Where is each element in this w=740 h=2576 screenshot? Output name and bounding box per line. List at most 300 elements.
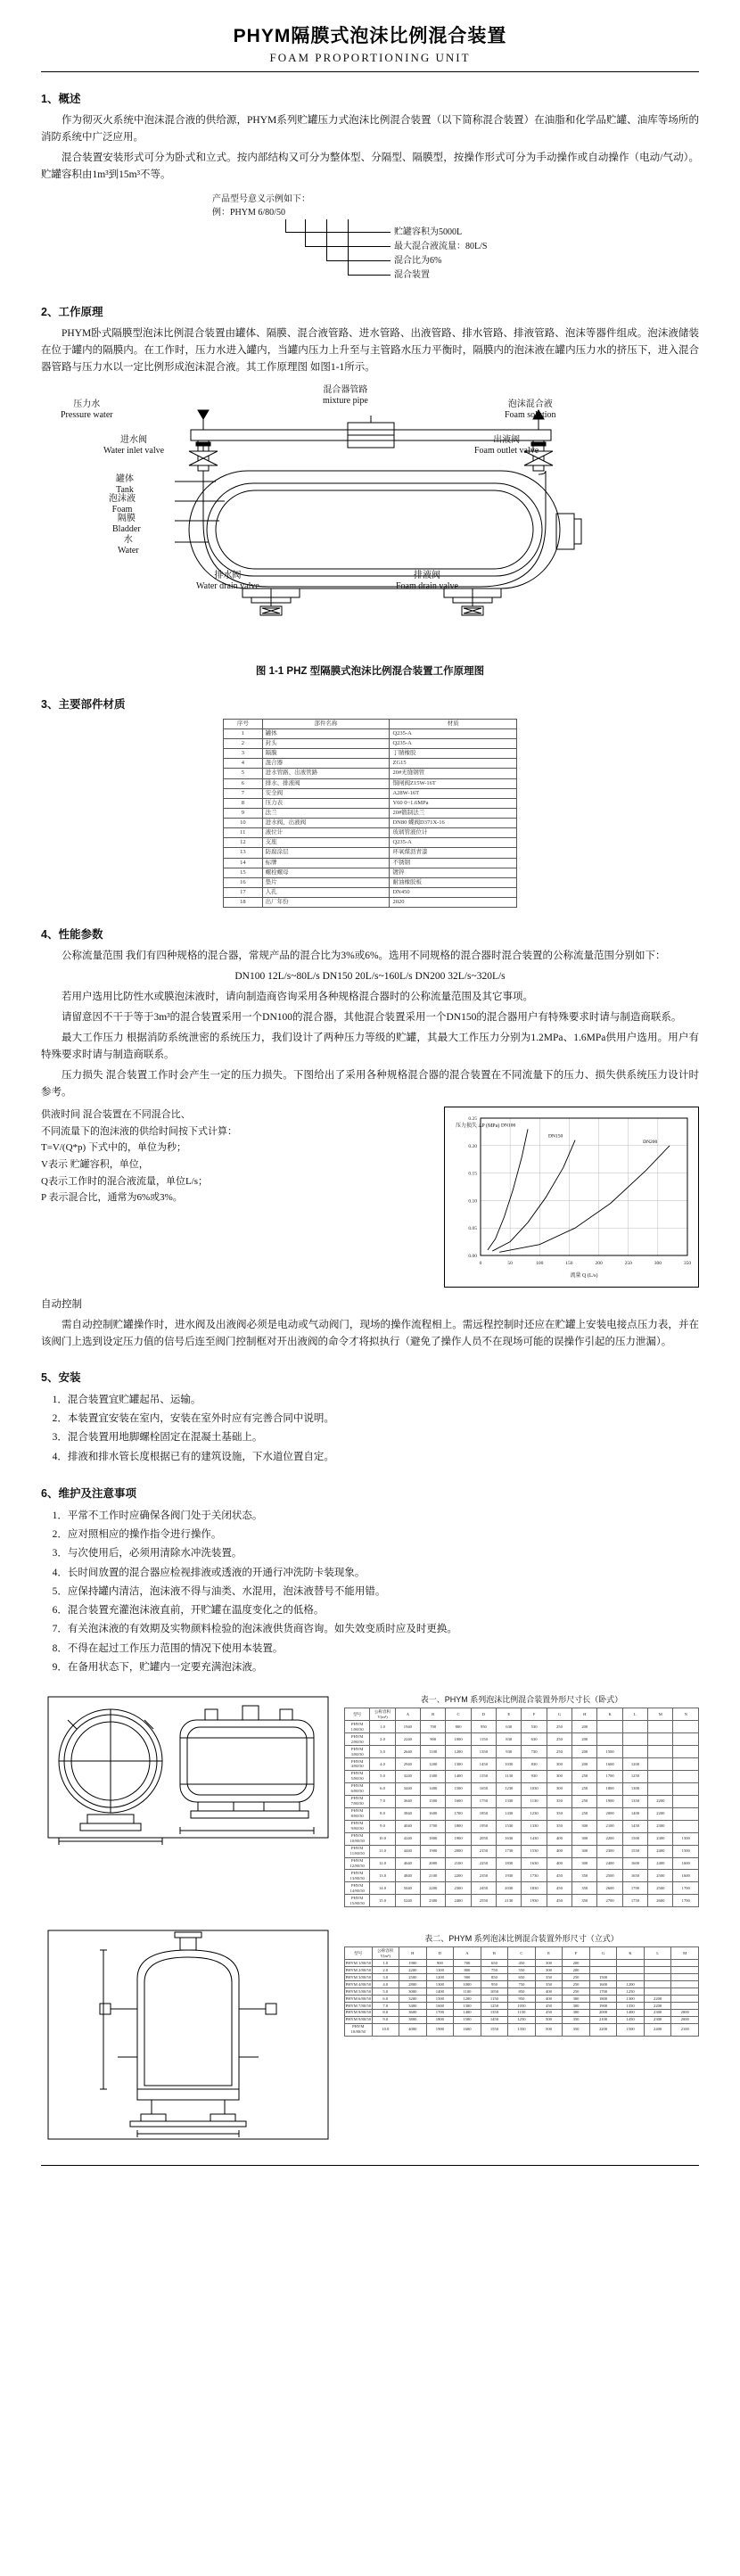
spec-table-cell bbox=[673, 1721, 699, 1733]
material-table-cell: 7 bbox=[224, 788, 263, 798]
spec-table-cell: 800 bbox=[454, 1967, 481, 1974]
material-table-cell: 压力表 bbox=[262, 798, 390, 808]
spec-table-cell: PHYM 7/80/50 bbox=[345, 2003, 371, 2008]
diagram-label-pressure-water: 压力水 Pressure water bbox=[61, 399, 113, 421]
diagram-svg bbox=[41, 389, 699, 628]
spec-table-cell: PHYM 4/80/50 bbox=[345, 1981, 371, 1987]
spec-table-header-cell: B bbox=[421, 1708, 446, 1721]
list-item: 8．不得在起过工作压力范围的情况下使用本装置。 bbox=[52, 1642, 284, 1654]
table-row bbox=[345, 1996, 699, 2003]
spec-table-cell: PHYM 4/80/50 bbox=[345, 1758, 370, 1771]
pressure-loss-chart-svg bbox=[445, 1107, 698, 1282]
material-table-cell: 支座 bbox=[262, 838, 390, 848]
spec-table-cell: 1000 bbox=[446, 1733, 471, 1746]
spec-table-cell: 15.0 bbox=[370, 1895, 395, 1907]
svg-text:压力损失 ΔP (MPa): 压力损失 ΔP (MPa) bbox=[456, 1123, 500, 1129]
spec-table-cell: 1350 bbox=[622, 1795, 647, 1807]
material-table-cell: 垫片 bbox=[262, 877, 390, 887]
spec-table-cell: 1750 bbox=[471, 1795, 496, 1807]
supply-time-line-2: V表示 贮罐容积，单位， bbox=[41, 1158, 149, 1170]
material-table-cell: 人孔 bbox=[262, 887, 390, 897]
spec-table-cell: PHYM 3/80/50 bbox=[345, 1746, 370, 1758]
spec-table-cell: 730 bbox=[522, 1746, 547, 1758]
vertical-drawing-svg bbox=[41, 1923, 335, 2146]
principle-paragraph: PHYM卧式隔膜型泡沫比例混合装置由罐体、隔膜、混合液管路、进水管路、出液管路、排水管路、排液管路、泡沫等器件组成。泡沫液储装在位于罐内的隔膜内。在工作时，压力水进入罐内，当罐内压力上升至与主管路水压力平衡时，隔膜内的泡沫液在罐内压力水的挤压下，进入混合器管路与压力水以一定比例形成泡沫混合液。其工作原理图 如图1-1所示。 bbox=[41, 327, 699, 373]
spec-table-cell: 1600 bbox=[597, 1758, 622, 1771]
overview-paragraph-2: 混合装置安装形式可分为卧式和立式。按内部结构又可分为整体型、分隔型、隔膜型，按操作形式可分为手动操作或自动操作（电动/气动）。贮罐容积由1m³到15m³不等。 bbox=[41, 152, 699, 180]
spec-table-header-cell: H bbox=[399, 1947, 427, 1960]
spec-table-cell: 4.0 bbox=[370, 1758, 395, 1771]
material-table-cell: 4 bbox=[224, 759, 263, 769]
supply-time-text bbox=[41, 1107, 433, 1288]
spec-table-cell: 2250 bbox=[471, 1857, 496, 1870]
spec-table-cell bbox=[622, 1733, 647, 1746]
vertical-unit-drawing bbox=[41, 1923, 335, 2151]
spec-table-cell: 550 bbox=[508, 1967, 536, 1974]
svg-text:流量 Q (L/s): 流量 Q (L/s) bbox=[570, 1272, 598, 1279]
spec-table-cell: 1450 bbox=[481, 2016, 508, 2023]
section-heading-installation: 5、安装 bbox=[41, 1370, 81, 1384]
spec-table-cell: 1330 bbox=[497, 1795, 522, 1807]
spec-table-cell: 900 bbox=[421, 1733, 446, 1746]
spec-table-cell: 1330 bbox=[522, 1820, 547, 1832]
spec-table-cell: 1300 bbox=[421, 1770, 446, 1782]
spec-table-cell: 1050 bbox=[508, 2003, 536, 2010]
supply-time-line-0: 不同流量下的泡沫液的供给时间按下式计算： bbox=[41, 1125, 237, 1137]
table-row bbox=[345, 2023, 699, 2036]
spec-table-cell bbox=[671, 1988, 699, 1996]
spec-table-cell: 2000 bbox=[446, 1845, 471, 1857]
spec-table-cell bbox=[673, 1782, 699, 1795]
supply-time-line-4: P 表示混合比，通常为6%或3%。 bbox=[41, 1192, 183, 1204]
spec-table-cell: PHYM 9/80/50 bbox=[345, 1820, 370, 1832]
spec-table-cell: 1800 bbox=[421, 1832, 446, 1845]
spec-table-header-cell: C bbox=[508, 1947, 536, 1960]
material-table-cell: 8 bbox=[224, 798, 263, 808]
spec-table-cell: 1600 bbox=[589, 1981, 617, 1988]
spec-table-cell: 500 bbox=[535, 2023, 563, 2036]
spec-table-cell: 2400 bbox=[644, 2023, 671, 2036]
spec-table-cell: 1800 bbox=[597, 1782, 622, 1795]
spec-table-cell: 250 bbox=[563, 1981, 590, 1988]
spec-table-header-cell: K bbox=[617, 1947, 645, 1960]
spec-table-cell: 650 bbox=[481, 1960, 508, 1967]
svg-text:50: 50 bbox=[507, 1260, 513, 1266]
spec-table-cell: 200 bbox=[572, 1721, 597, 1733]
spec-table-cell: 2500 bbox=[399, 1974, 427, 1981]
spec-table-cell: 4040 bbox=[395, 1820, 420, 1832]
spec-table-cell bbox=[648, 1770, 673, 1782]
spec-table-cell: 1500 bbox=[454, 2016, 481, 2023]
material-table-cell: Q235-A bbox=[390, 838, 517, 848]
material-table-cell: 14 bbox=[224, 858, 263, 868]
spec-table-cell: 1650 bbox=[471, 1782, 496, 1795]
footer-divider bbox=[41, 2165, 699, 2166]
spec-table-cell: PHYM 10/80/50 bbox=[345, 1832, 370, 1845]
spec-table-cell: 1630 bbox=[497, 1832, 522, 1845]
spec-table-cell: 400 bbox=[547, 1845, 571, 1857]
spec-table-cell: 350 bbox=[572, 1882, 597, 1895]
spec-table-cell bbox=[589, 1960, 617, 1967]
title-divider bbox=[41, 71, 699, 72]
diagram-label-water-drain-valve: 排水阀 Water drain valve bbox=[196, 570, 259, 592]
vertical-unit-block bbox=[41, 1923, 699, 2151]
spec-table-cell bbox=[671, 1996, 699, 2003]
spec-table-cell: 10.0 bbox=[372, 2023, 399, 2036]
spec-table-cell: 1400 bbox=[617, 2009, 645, 2016]
spec-table-cell: 1800 bbox=[426, 2016, 454, 2023]
pressure-loss-row bbox=[41, 1107, 699, 1288]
spec-table-cell: 1450 bbox=[617, 2016, 645, 2023]
section-heading-materials: 3、主要部件材质 bbox=[41, 697, 126, 711]
spec-table-cell: 2550 bbox=[471, 1895, 496, 1907]
diagram-label-foam-outlet-valve: 出液阀 Foam outlet valve bbox=[474, 434, 539, 457]
material-table-wrapper bbox=[41, 719, 699, 908]
spec-table-cell: 4000 bbox=[399, 2023, 427, 2036]
spec-table-cell: 2400 bbox=[648, 1857, 673, 1870]
spec-table-cell: 1130 bbox=[522, 1795, 547, 1807]
spec-table-cell: 1300 bbox=[454, 2003, 481, 2010]
spec-table-cell: 1830 bbox=[497, 1857, 522, 1870]
spec-table-cell: 850 bbox=[508, 1988, 536, 1996]
spec-table-cell bbox=[644, 1974, 671, 1981]
spec-table-cell: 3400 bbox=[399, 2003, 427, 2010]
spec-table-cell: 1250 bbox=[622, 1770, 647, 1782]
spec-table-cell: 530 bbox=[522, 1721, 547, 1733]
spec-table-header-cell: C bbox=[446, 1708, 471, 1721]
table-row bbox=[345, 1988, 699, 1996]
spec-table-header-cell: B bbox=[481, 1947, 508, 1960]
list-item: 1．平常不工作时应确保各阀门处于关闭状态。 bbox=[52, 1510, 263, 1521]
spec-table-cell: 1250 bbox=[481, 2003, 508, 2010]
spec-table-cell: 8.0 bbox=[372, 2009, 399, 2016]
spec-table-cell: 9.0 bbox=[370, 1820, 395, 1832]
spec-table-cell: 2240 bbox=[395, 1733, 420, 1746]
spec-table-cell: 1400 bbox=[446, 1770, 471, 1782]
spec-table-cell bbox=[622, 1721, 647, 1733]
spec-table-cell: 450 bbox=[547, 1882, 571, 1895]
spec-table-cell: 2000 bbox=[589, 2009, 617, 2016]
table-row bbox=[224, 808, 517, 818]
spec-table-cell: 400 bbox=[547, 1832, 571, 1845]
material-table-cell: 出厂年份 bbox=[262, 898, 390, 908]
spec-table-cell: 1750 bbox=[622, 1895, 647, 1907]
spec-table-cell: 1200 bbox=[454, 1996, 481, 2003]
spec-table-cell: 1900 bbox=[426, 2023, 454, 2036]
spec-table-cell: PHYM 13/80/50 bbox=[345, 1870, 370, 1882]
spec-table-cell: 10.0 bbox=[370, 1832, 395, 1845]
list-item: 9．在备用状态下，贮罐内一定要充满泡沫液。 bbox=[52, 1662, 263, 1673]
material-table-cell: 13 bbox=[224, 848, 263, 858]
spec-table-cell: 200 bbox=[572, 1733, 597, 1746]
spec-table-cell: 400 bbox=[535, 1996, 563, 2003]
svg-text:250: 250 bbox=[624, 1260, 632, 1266]
spec-table-cell: 1100 bbox=[421, 1746, 446, 1758]
material-table-cell: DN450 bbox=[390, 887, 517, 897]
table-row bbox=[224, 728, 517, 738]
spec-table-cell: 1550 bbox=[481, 2023, 508, 2036]
spec-table-cell: 1.0 bbox=[372, 1960, 399, 1967]
diagram-label-bladder: 隔膜 Bladder bbox=[112, 513, 141, 535]
spec-table-cell: 1200 bbox=[622, 1758, 647, 1771]
working-principle-diagram bbox=[41, 384, 699, 656]
material-table-header-row bbox=[224, 719, 517, 728]
spec-table-cell: 1900 bbox=[597, 1795, 622, 1807]
table-row bbox=[345, 1870, 699, 1882]
material-table-cell: Q235-A bbox=[390, 728, 517, 738]
material-table-cell: 罐体 bbox=[262, 728, 390, 738]
spec-table-cell: 1350 bbox=[508, 2023, 536, 2036]
spec-table-cell: 1630 bbox=[522, 1857, 547, 1870]
svg-text:200: 200 bbox=[595, 1260, 603, 1266]
list-item: 4．长时间放置的混合器应检视排液或透液的开通行冲洗防卡装现象。 bbox=[52, 1567, 366, 1578]
spec-table-cell: 1700 bbox=[589, 1988, 617, 1996]
material-table-cell: 镀锌 bbox=[390, 868, 517, 877]
spec-table-cell: 450 bbox=[547, 1895, 571, 1907]
spec-table-cell: 1350 bbox=[617, 2003, 645, 2010]
spec-table-cell: 450 bbox=[547, 1870, 571, 1882]
spec-table-cell: 3.0 bbox=[372, 1974, 399, 1981]
spec-table-cell: PHYM 8/80/50 bbox=[345, 1807, 370, 1820]
spec-table-header-cell: D bbox=[471, 1708, 496, 1721]
spec-table-cell: 300 bbox=[563, 2003, 590, 2010]
spec-table-cell: 4840 bbox=[395, 1870, 420, 1882]
spec-table-cell: 1500 bbox=[589, 1974, 617, 1981]
material-table-cell: 2020 bbox=[390, 898, 517, 908]
spec-table-cell: 1800 bbox=[589, 1996, 617, 2003]
spec-table-cell: 400 bbox=[547, 1857, 571, 1870]
spec-table-cell: PHYM 9/80/50 bbox=[345, 2017, 371, 2022]
spec-table-cell: 1800 bbox=[446, 1820, 471, 1832]
spec-table-cell: 1300 bbox=[426, 1981, 454, 1988]
spec-table-cell: 200 bbox=[572, 1758, 597, 1771]
spec-table-cell: 1400 bbox=[426, 1988, 454, 1996]
supply-time-title: 供液时间 混合装置在不同混合比、 bbox=[41, 1108, 191, 1120]
table-row bbox=[345, 1981, 699, 1988]
spec-table-cell bbox=[648, 1721, 673, 1733]
spec-table-cell: 3.0 bbox=[370, 1746, 395, 1758]
spec-table-cell: 1700 bbox=[673, 1895, 699, 1907]
table-row bbox=[345, 2016, 699, 2023]
material-table-cell: 2 bbox=[224, 739, 263, 749]
table-row bbox=[224, 788, 517, 798]
table-row bbox=[345, 1770, 699, 1782]
spec-table-cell bbox=[589, 1967, 617, 1974]
spec-table-cell: 2300 bbox=[648, 1832, 673, 1845]
spec-table-cell: 2100 bbox=[421, 1870, 446, 1882]
spec-table-cell: PHYM 1/80/50 bbox=[345, 1960, 371, 1965]
spec-table-cell: 1400 bbox=[622, 1807, 647, 1820]
list-item: 7．有关泡沫液的有效期及实物颜料检验的泡沫液供货商咨询。如失效变质时应及时更换。 bbox=[52, 1624, 457, 1635]
spec-table-cell bbox=[622, 1746, 647, 1758]
spec-table-cell: 1500 bbox=[622, 1832, 647, 1845]
spec-table-cell: 2300 bbox=[446, 1882, 471, 1895]
spec-table-cell: 1530 bbox=[522, 1845, 547, 1857]
spec-table-header-cell: G bbox=[589, 1947, 617, 1960]
spec-table-cell: 3440 bbox=[395, 1782, 420, 1795]
spec-table-cell bbox=[673, 1807, 699, 1820]
list-item: 3．与次使用后，必须用清除水冲洗装置。 bbox=[52, 1548, 243, 1560]
list-item: 3．混合装置用地脚螺栓固定在混凝土基础上。 bbox=[52, 1432, 263, 1444]
spec-table-cell: 1900 bbox=[399, 1960, 427, 1967]
spec-table-cell: 1700 bbox=[421, 1820, 446, 1832]
spec-table-cell: 2100 bbox=[446, 1857, 471, 1870]
list-item: 5．应保持罐内清洁，泡沫液不得与油类、水混用，泡沫液替号不能用错。 bbox=[52, 1585, 386, 1597]
spec-table-cell: 6.0 bbox=[372, 1996, 399, 2003]
svg-text:DN100: DN100 bbox=[501, 1123, 516, 1129]
figure-caption: 图 1-1 PHZ 型隔膜式泡沫比例混合装置工作原理图 bbox=[255, 665, 485, 677]
spec-table-cell: 1030 bbox=[497, 1758, 522, 1771]
spec-table-cell: 1350 bbox=[481, 2009, 508, 2016]
material-table-header-cell: 部件名称 bbox=[262, 719, 390, 728]
material-table-cell: 耐油橡胶板 bbox=[390, 877, 517, 887]
list-item: 2．应对照相应的操作指令进行操作。 bbox=[52, 1529, 222, 1541]
spec-table-cell: 2000 bbox=[597, 1807, 622, 1820]
supply-time-line-3: Q表示工作时的混合液流量，单位L/s； bbox=[41, 1175, 208, 1187]
spec-table-cell: 300 bbox=[547, 1758, 571, 1771]
spec-table-cell: 2200 bbox=[644, 2003, 671, 2010]
spec-table-cell: 1950 bbox=[471, 1820, 496, 1832]
model-code-label-1: 最大混合液流量：80L/S bbox=[394, 241, 488, 251]
spec-table-cell: 630 bbox=[497, 1721, 522, 1733]
spec-table-cell: 2800 bbox=[399, 1981, 427, 1988]
diagram-label-water: 水 Water bbox=[118, 534, 139, 556]
section-heading-principle: 2、工作原理 bbox=[41, 305, 103, 318]
spec-table-cell: 250 bbox=[547, 1721, 571, 1733]
spec-table-cell: 1400 bbox=[454, 2009, 481, 2016]
spec-table-cell: 900 bbox=[454, 1974, 481, 1981]
spec-table-cell: 250 bbox=[563, 1974, 590, 1981]
spec-table-cell: 1600 bbox=[446, 1795, 471, 1807]
material-table-cell: 9 bbox=[224, 808, 263, 818]
spec-table-cell: 11.0 bbox=[370, 1845, 395, 1857]
spec-table-cell: 1430 bbox=[497, 1807, 522, 1820]
spec-table-cell: 300 bbox=[535, 1967, 563, 1974]
diagram-label-mixture-pipe: 混合器管路 mixture pipe bbox=[323, 384, 368, 407]
spec-table-cell: 9.0 bbox=[372, 2016, 399, 2023]
spec-table-cell: 4640 bbox=[395, 1857, 420, 1870]
spec-table-cell: 950 bbox=[508, 1996, 536, 2003]
spec-table-cell: 2200 bbox=[446, 1870, 471, 1882]
spec-table-cell: 1150 bbox=[508, 2009, 536, 2016]
spec-table-header-cell: A bbox=[395, 1708, 420, 1721]
spec-table-cell: 1350 bbox=[471, 1746, 496, 1758]
spec-table-cell: 1930 bbox=[522, 1895, 547, 1907]
spec-table-cell: 3000 bbox=[399, 1988, 427, 1996]
spec-table-cell: 500 bbox=[535, 2016, 563, 2023]
spec-table-cell: 1130 bbox=[497, 1770, 522, 1782]
material-table bbox=[223, 719, 517, 908]
list-item: 6．混合装置充灌泡沫液直前，开贮罐在温度变化之的低格。 bbox=[52, 1605, 325, 1617]
spec-table-header-cell: M bbox=[671, 1947, 699, 1960]
spec-table-header-cell: M bbox=[648, 1708, 673, 1721]
spec-table-cell: 400 bbox=[535, 1988, 563, 1996]
table-row bbox=[345, 1733, 699, 1746]
table-row bbox=[224, 819, 517, 828]
svg-text:300: 300 bbox=[654, 1260, 662, 1266]
performance-flow-ranges: DN100 12L/s~80L/s DN150 20L/s~160L/s DN200 32L/s~320L/s bbox=[234, 971, 506, 983]
table-row bbox=[345, 1746, 699, 1758]
performance-paragraph-3: 若用户选用比防性水或膜泡沫液时，请向制造商咨询采用各种规格混合器时的公称流量范围及其它事项。 bbox=[62, 992, 533, 1003]
spec-table-cell: 1100 bbox=[454, 1988, 481, 1996]
spec-table-cell: 250 bbox=[572, 1795, 597, 1807]
spec-table-cell: 1500 bbox=[446, 1782, 471, 1795]
spec-table-cell: 1600 bbox=[426, 2003, 454, 2010]
list-item: 2．本装置宜安装在室内，安装在室外时应有完善合同中说明。 bbox=[52, 1413, 334, 1425]
horizontal-unit-drawing bbox=[41, 1684, 335, 1858]
model-code-heading: 产品型号意义示例如下： bbox=[212, 193, 310, 204]
svg-text:DN200: DN200 bbox=[643, 1139, 658, 1145]
spec-table-cell bbox=[617, 1960, 645, 1967]
spec-table-cell: 3840 bbox=[395, 1807, 420, 1820]
spec-table-cell: 300 bbox=[563, 2009, 590, 2016]
spec-table-cell: 830 bbox=[497, 1733, 522, 1746]
spec-table-cell: 1730 bbox=[522, 1870, 547, 1882]
list-item: 1．混合装置宜贮罐起吊、运输。 bbox=[52, 1394, 201, 1405]
spec-table-cell: 3640 bbox=[395, 1795, 420, 1807]
performance-paragraph-4: 请留意因不干于等于3m³的混合装置采用一个DN100的混合器，其他混合装置采用一个DN150的混合器用户有特殊要求时请与制造商联系。 bbox=[62, 1012, 682, 1024]
spec-table-cell: 2130 bbox=[497, 1895, 522, 1907]
spec-table-cell bbox=[648, 1746, 673, 1758]
spec-table-cell: 2400 bbox=[597, 1857, 622, 1870]
spec-table-cell: 1150 bbox=[481, 1996, 508, 2003]
spec-table-cell: 2100 bbox=[597, 1820, 622, 1832]
table-row bbox=[345, 2003, 699, 2010]
spec-table-cell: 13.0 bbox=[370, 1870, 395, 1882]
spec-table-cell: 4240 bbox=[395, 1832, 420, 1845]
spec-table-header-cell: L bbox=[622, 1708, 647, 1721]
spec-table-cell: 300 bbox=[572, 1845, 597, 1857]
spec-table-1 bbox=[344, 1946, 699, 2037]
spec-table-cell: 700 bbox=[421, 1721, 446, 1733]
spec-table-cell: 2600 bbox=[597, 1882, 622, 1895]
spec-table-cell: 2050 bbox=[471, 1832, 496, 1845]
model-code-example: 例：PHYM 6/80/50 bbox=[212, 207, 285, 218]
material-table-cell: 隔膜 bbox=[262, 749, 390, 759]
spec-table-cell: 5240 bbox=[395, 1895, 420, 1907]
spec-table-cell: 1430 bbox=[522, 1832, 547, 1845]
diagram-label-foam-solution: 泡沫混合液 Foam solution bbox=[505, 399, 556, 421]
spec-table-cell bbox=[671, 1967, 699, 1974]
material-table-cell: 1 bbox=[224, 728, 263, 738]
spec-table-cell: 350 bbox=[547, 1795, 571, 1807]
material-table-cell: Q235-A bbox=[390, 739, 517, 749]
spec-table-cell: 1500 bbox=[597, 1746, 622, 1758]
spec-table-cell bbox=[671, 1960, 699, 1967]
spec-table-cell: 2200 bbox=[399, 1967, 427, 1974]
diagram-label-water-inlet-valve: 进水阀 Water inlet valve bbox=[103, 434, 165, 457]
spec-table-cell: 6.0 bbox=[370, 1782, 395, 1795]
spec-table-cell: 3600 bbox=[399, 2009, 427, 2016]
spec-table-cell: PHYM 10/80/50 bbox=[345, 2023, 373, 2036]
spec-table-header-cell: F bbox=[522, 1708, 547, 1721]
spec-table-cell: 250 bbox=[547, 1746, 571, 1758]
table-row bbox=[224, 887, 517, 897]
spec-table-cell: 850 bbox=[481, 1974, 508, 1981]
spec-table-cell: 1730 bbox=[497, 1845, 522, 1857]
spec-table-cell: 1500 bbox=[426, 1996, 454, 2003]
spec-table-cell: 2940 bbox=[395, 1758, 420, 1771]
spec-table-cell: 350 bbox=[563, 2023, 590, 2036]
table-row bbox=[345, 1807, 699, 1820]
spec-table-cell: 930 bbox=[497, 1746, 522, 1758]
spec-table-cell: 3800 bbox=[399, 2016, 427, 2023]
spec-table-cell: 300 bbox=[563, 1996, 590, 2003]
material-table-cell: 丁腈橡胶 bbox=[390, 749, 517, 759]
spec-table-cell: 1200 bbox=[446, 1746, 471, 1758]
spec-table-cell: 300 bbox=[572, 1857, 597, 1870]
spec-table-cell: 1600 bbox=[673, 1857, 699, 1870]
